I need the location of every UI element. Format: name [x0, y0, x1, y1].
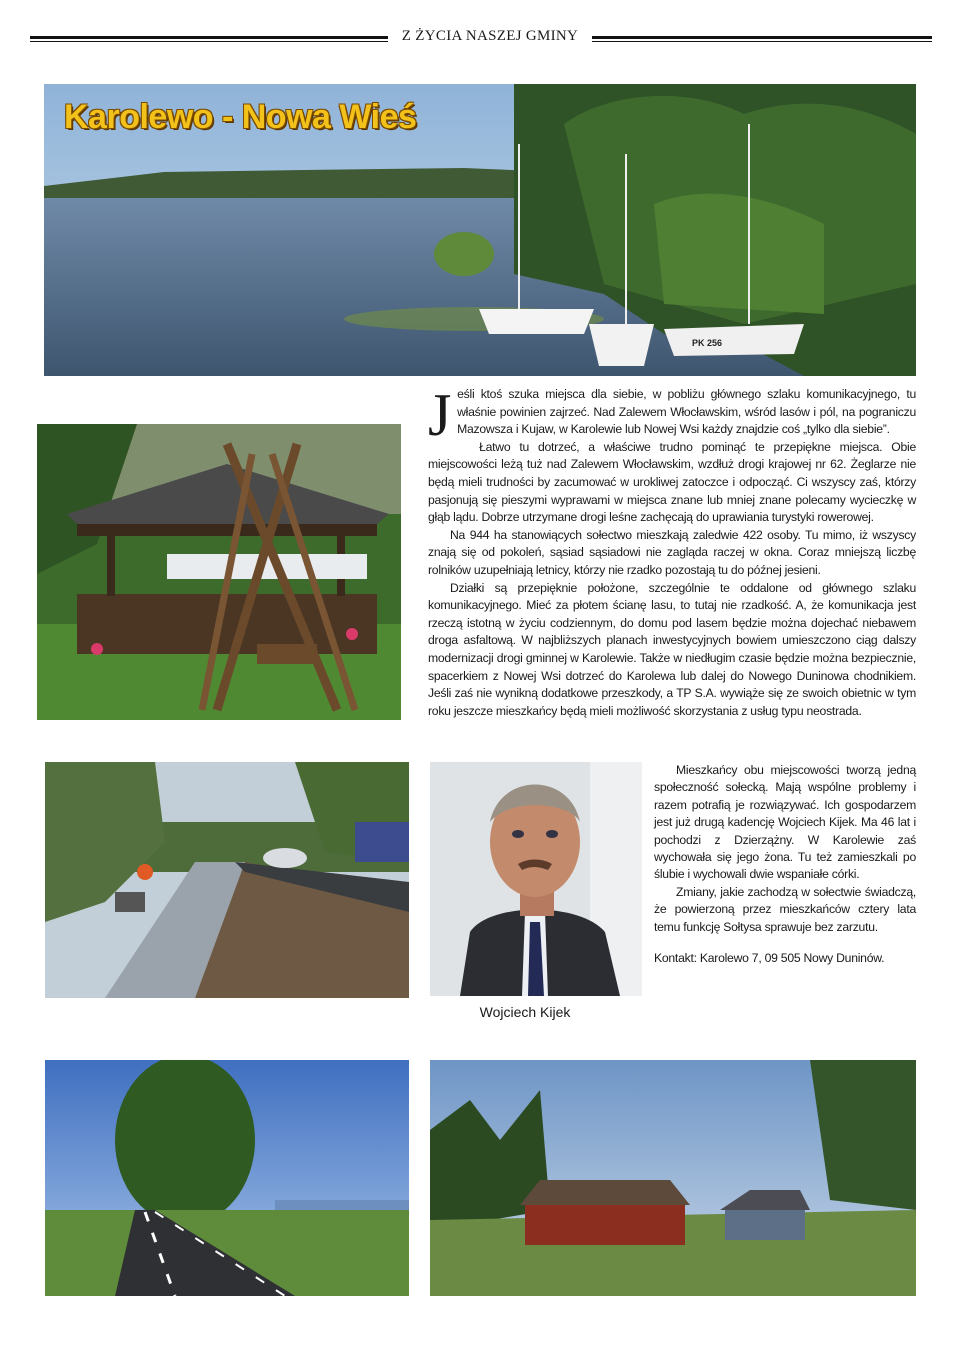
road-photo: [45, 1060, 409, 1296]
boat-registration: PK 256: [692, 338, 723, 348]
article-paragraph-4: Działki są przepięknie położone, szczególnie te oddalone od głównego szlaku komunikacyjnego. Mieć za płotem ścianę lasu, to tutaj nie rzadkość. A, że komunikacja jest rzeczą istotną w życiu codziennym, do domu pod lasem będzie można dojechać niebawem droga asfaltową. W najbliższych planach inwestycyjnych bowiem umieszczono ciąg dalszy modernizacji drogi gminnej w Karolewie. Także w niedługim czasie będzie można bezpiecznie, spacerkiem z Nowej Wsi dotrzeć do Karolewa lub dalej do Nowego Duninowa chodnikiem. Jeśli zaś nie wynikną dodatkowe przeszkody, a TP S.A. wywiąże się ze swoich obietnic w tym roku jeszcze mieszkańcy będą mieli możliwość skorzystania z usług typu neostrada.: [428, 580, 916, 718]
sidewalk-construction-photo: [45, 762, 409, 998]
article-paragraph-1: Jeśli ktoś szuka miejsca dla siebie, w pobliżu głównego szlaku komunikacyjnego, tu właśnie powinien zajrzeć. Nad Zalewem Włocławskim, wśród lasów i pól, na pograniczu Mazowsza i Kujaw, w Karolewie lub Nowej Wsi każdy znajdzie coś „tylko dla siebie”.: [428, 382, 916, 448]
sidebar-text: [654, 762, 916, 967]
gazebo-swing-photo: [37, 424, 401, 720]
header-rule-left: [30, 36, 388, 44]
article-paragraph-2: Łatwo tu dotrzeć, a właściwe trudno pominąć te przepiękne miejsca. Obie miejscowości leżą tuż nad Zalewem Włocławskim, wzdłuż drogi krajowej nr 62. Żeglarze nie będą mieli trudności by zacumować w urokliwej zatoczce i odpocząć. Ci wszyscy zaś, którzy pasjonują się pieszymi wyprawami w miejsca znane lub mniej znane polecamy wycieczkę w głąb lądu. Dobrze utrzymane drogi leśne zachęcają do uprawiania turystyki rowerowej.: [428, 439, 916, 525]
sidebar-paragraph-2: Zmiany, jakie zachodzą w sołectwie świadczą, że powierzoną przez mieszkańców cztery lata temu funkcję Sołtysa sprawuje bez zarzutu.: [654, 884, 916, 934]
contact-line: Kontakt: Karolewo 7, 09 505 Nowy Duninów.: [654, 951, 885, 966]
section-title: Z ŻYCIA NASZEJ GMINY: [401, 28, 579, 44]
article-title: Karolewo - Nowa Wieś: [64, 98, 417, 136]
header-rule-right: [592, 36, 932, 44]
sidebar-paragraph-1: Mieszkańcy obu miejscowości tworzą jedną społeczność sołecką. Mają wspólne problemy i razem potrafią je rozwiązywać. Ich gospodarzem jest już drugą kadencję Wojciech Kijek. Ma 46 lat i pochodzi z Dzierzążny. W Karolewie zaś wychowała się jego żona. Tu też zamieszkali po ślubie i wychowali dwie wspaniałe córki.: [654, 763, 916, 882]
portrait-caption: Wojciech Kijek: [479, 1004, 571, 1020]
drop-cap: J: [428, 382, 452, 448]
article-body: [428, 382, 916, 720]
portrait-photo: [430, 762, 642, 996]
cottage-photo: [430, 1060, 916, 1296]
article-paragraph-3: Na 944 ha stanowiących sołectwo mieszkają zaledwie 422 osoby. Tu mimo, iż wszyscy znają się od pokoleń, sąsiad sąsiadowi nie zagląda raczej w okna. Coraz mniejszą liczbę rolników uzupełniają letnicy, którzy nie rzadko pozostają tu do późnej jesieni.: [428, 527, 916, 577]
